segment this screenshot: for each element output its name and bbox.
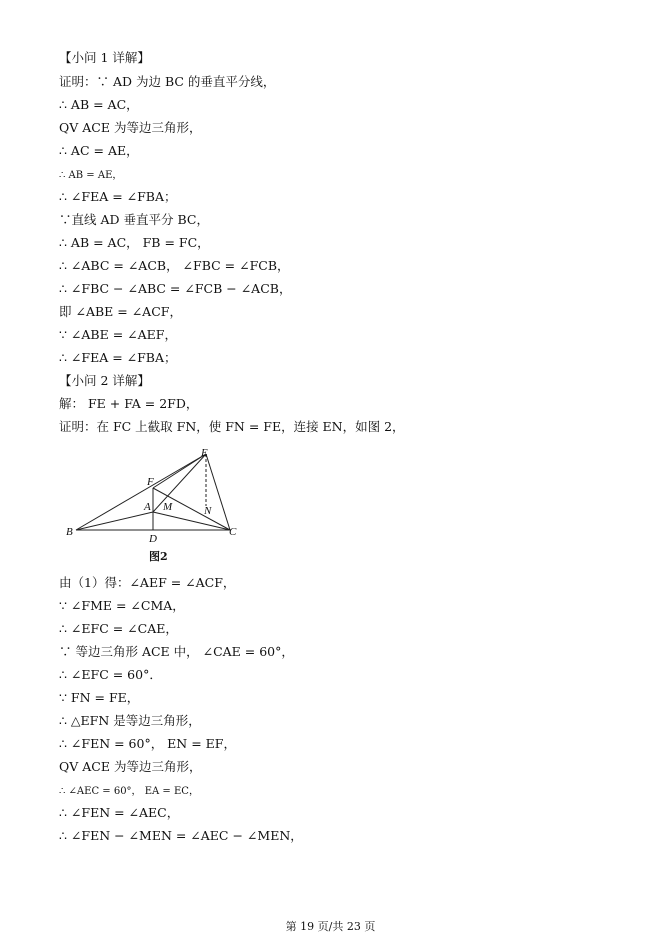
text-line: ∴ AB = AC， [59,97,139,112]
text-line: ∴ ∠FEA = ∠FBA； [59,350,177,365]
text-line: 证明：∵ AD 为边 BC 的垂直平分线， [59,74,276,89]
label-F: F [147,476,154,488]
page-footer: 第 19 页/共 23 页 [285,920,376,933]
text-line: ∴ AB = AC， FB = FC， [59,235,210,250]
label-B: B [66,526,73,538]
text-line: QV ACE 为等边三角形， [59,759,202,774]
text-line: ∵ ∠ABE = ∠AEF， [59,327,177,342]
text-line: ∵ 等边三角形 ACE 中， ∠CAE = 60°， [59,644,294,659]
segment-BA [76,512,153,530]
text-line: ∴ AB = AE， [59,170,123,181]
text-line: ∴ ∠FEA = ∠FBA； [59,189,177,204]
segment-BE [76,454,206,530]
figure-caption: 图2 [149,550,168,563]
text-line: ∴ ∠EFC = ∠CAE， [59,621,178,636]
text-line: ∵ FN = FE， [59,690,140,705]
text-line: ∵直线 AD 垂直平分 BC， [59,212,209,227]
text-line: 即 ∠ABE = ∠ACF， [59,304,182,319]
geometry-figure [58,444,258,544]
label-E: E [201,447,208,459]
label-N: N [204,505,212,517]
text-line: QV ACE 为等边三角形， [59,120,202,135]
text-line: ∴ ∠FEN = ∠AEC， [59,805,180,820]
segment-AC [153,512,230,530]
text-line: ∴ AC = AE， [59,143,139,158]
text-line: ∴ ∠FEN − ∠MEN = ∠AEC − ∠MEN， [59,828,303,843]
text-line: ∴ ∠EFC = 60°． [59,667,162,682]
text-line: ∴ △EFN 是等边三角形， [59,713,201,728]
label-C: C [229,526,237,538]
text-line: ∴ ∠AEC = 60°， EA = EC， [59,786,199,797]
text-line: 证明：在 FC 上截取 FN，使 FN = FE，连接 EN，如图 2， [59,419,405,434]
text-line: 由（1）得：∠AEF = ∠ACF， [59,575,236,590]
text-line: 解： FE + FA = 2FD， [59,396,199,411]
text-line: ∵ ∠FME = ∠CMA， [59,598,185,613]
label-D: D [149,533,157,544]
label-A: A [144,501,151,513]
label-M: M [163,501,173,513]
section-heading-2: 【小问 2 详解】 [59,373,150,388]
text-line: ∴ ∠FEN = 60°， EN = EF， [59,736,236,751]
section-heading-1: 【小问 1 详解】 [59,50,150,65]
text-line: ∴ ∠FBC − ∠ABC = ∠FCB − ∠ACB， [59,281,292,296]
text-line: ∴ ∠ABC = ∠ACB， ∠FBC = ∠FCB， [59,258,290,273]
